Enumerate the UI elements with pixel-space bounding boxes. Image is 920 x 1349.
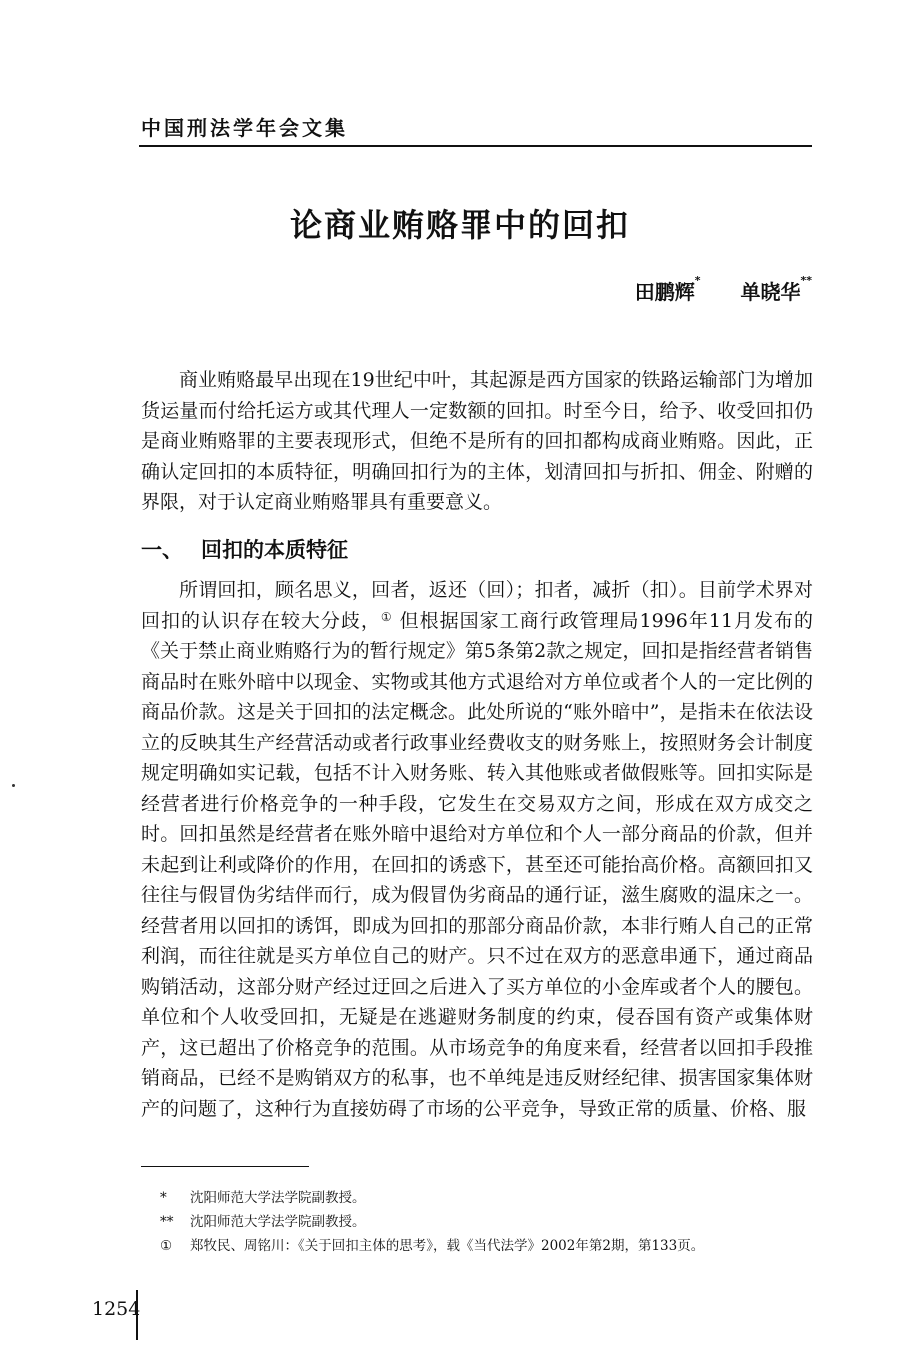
- author-mark: *: [694, 274, 701, 287]
- article-title: 论商业贿赂罪中的回扣: [289, 206, 630, 244]
- abstract-paragraph: 商业贿赂最早出现在19世纪中叶，其起源是西方国家的铁路运输部门为增加货运量而付给托运方或其代理人一定数额的回扣。时至今日，给予、收受回扣仍是商业贿赂罪的主要表现形式，但绝不是所有的回扣都构成商业贿赂。因此，正确认定回扣的本质特征，明确回扣行为的主体，划清回扣与折扣、佣金、附赠的界限，对于认定商业贿赂罪具有重要意义。: [141, 369, 813, 513]
- footnote: [160, 1186, 704, 1210]
- section-title: 回扣的本质特征: [201, 538, 348, 562]
- footnote-text: 郑牧民、周铭川：《关于回扣主体的思考》，载《当代法学》2002年第2期，第133页。: [190, 1238, 705, 1254]
- footnote-mark: ①: [160, 1238, 173, 1254]
- author: [740, 276, 812, 305]
- author-mark: **: [800, 274, 812, 287]
- section-heading: [141, 534, 348, 564]
- scan-speck: [12, 784, 15, 787]
- footnote: [160, 1234, 704, 1258]
- page-number: 1254: [92, 1298, 141, 1320]
- footnote-text: 沈阳师范大学法学院副教授。: [190, 1190, 366, 1206]
- body-paragraph: [141, 575, 813, 1124]
- paragraph-text: 但根据国家工商行政管理局1996年11月发布的《关于禁止商业贿赂行为的暂行规定》第5条第2款之规定，回扣是指经营者销售商品时在账外暗中以现金、实物或其他方式退给对方单位或者个人的一定比例的商品价款。这是关于回扣的法定概念。此处所说的“账外暗中”，是指未在依法设立的反映其生产经营活动或者行政事业经费收支的财务账上，按照财务会计制度规定明确如实记载，包括不计入财务账、转入其他账或者做假账等。回扣实际是经营者进行价格竞争的一种手段，它发生在交易双方之间，形成在双方成交之时。回扣虽然是经营者在账外暗中退给对方单位和个人一部分商品的价款，但并未起到让利或降价的作用，在回扣的诱惑下，甚至还可能抬高价格。高额回扣又往往与假冒伪劣结伴而行，成为假冒伪劣商品的通行证，滋生腐败的温床之一。经营者用以回扣的诱饵，即成为回扣的那部分商品价款，本非行贿人自己的正常利润，而往往就是买方单位自己的财产。只不过在双方的恶意串通下，通过商品购销活动，这部分财产经过迂回之后进入了买方单位的小金库或者个人的腰包。单位和个人收受回扣，无疑是在逃避财务制度的约束，侵吞国有资产或集体财产，这已超出了价格竞争的范围。从市场竞争的角度来看，经营者以回扣手段推销商品，已经不是购销双方的私事，也不单纯是违反财经纪律、损害国家集体财产的问题了，这种行为直接妨碍了市场的公平竞争，导致正常的质量、价格、服: [141, 609, 813, 1120]
- paragraph-text: 所谓回扣，顾名思义，回者，返还（回）；扣者，减折（扣）。目前学术界对回扣的认识存在较大分歧，: [141, 579, 813, 632]
- footnote: [160, 1210, 704, 1234]
- header-rule: [139, 145, 812, 147]
- author-name: 田鹏辉: [634, 280, 695, 304]
- footnote-text: 沈阳师范大学法学院副教授。: [190, 1214, 366, 1230]
- section-number: 一、: [141, 538, 183, 562]
- footnote-rule: [141, 1166, 309, 1167]
- footnote-reference[interactable]: ①: [380, 609, 393, 624]
- footnote-mark: **: [160, 1214, 174, 1230]
- author: [635, 276, 701, 305]
- footnote-mark: *: [160, 1190, 167, 1206]
- page-number-bar: [136, 1290, 138, 1340]
- footnote-list: [160, 1186, 704, 1258]
- author-list: [635, 276, 812, 305]
- author-name: 单晓华: [740, 280, 801, 304]
- running-header: 中国刑法学年会文集: [141, 116, 348, 140]
